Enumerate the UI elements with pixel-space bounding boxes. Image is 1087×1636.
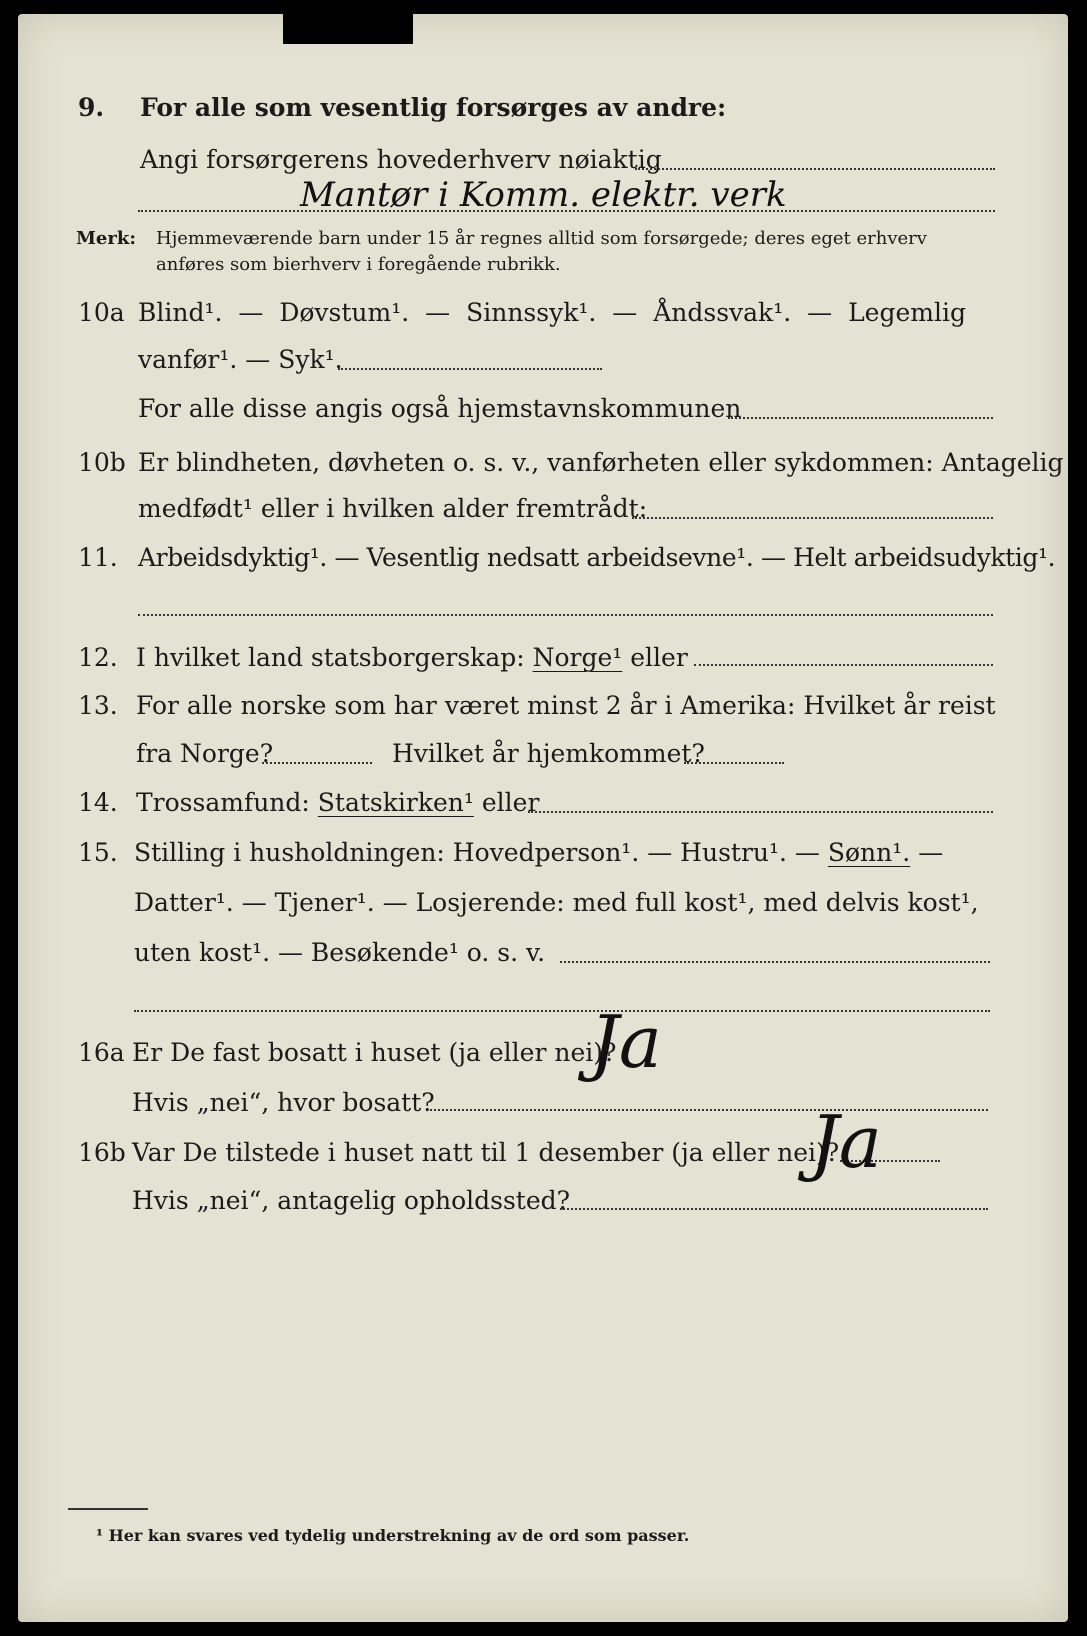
q13-line-1: For alle norske som har været minst 2 år i Amerika: Hvilket år reist — [136, 691, 996, 720]
q10b-line-2: medfødt¹ eller i hvilken alder fremtrådt: — [138, 494, 648, 523]
q15-line-1b: — — [918, 838, 944, 867]
q9-line: Angi forsørgerens hovederhverv nøiaktig — [140, 145, 662, 174]
q9-fill-line-2 — [138, 210, 995, 212]
merk-label: Merk: — [76, 228, 136, 249]
q15-line-1 — [134, 840, 943, 865]
footnote: ¹ Her kan svares ved tydelig understrekning av de ord som passer. — [96, 1526, 690, 1545]
q16a-line-2: Hvis „nei“, hvor bosatt? — [132, 1088, 435, 1117]
q16a-handwritten-answer: Ja — [590, 1000, 662, 1084]
q15-line-2: Datter¹. — Tjener¹. — Losjerende: med full kost¹, med delvis kost¹, — [134, 888, 979, 917]
q13-hjem-fill-line — [684, 762, 784, 764]
q13-number: 13. — [78, 691, 118, 720]
q16b-line-1: Var De tilstede i huset natt til 1 desember (ja eller nei)? — [132, 1138, 840, 1167]
q16a-line-1: Er De fast bosatt i huset (ja eller nei)? — [132, 1038, 617, 1067]
q12-prefix: I hvilket land statsborgerskap: — [136, 643, 525, 672]
q10a-hjemstavn-fill-line — [728, 417, 993, 419]
q13-reist-fill-line — [262, 762, 372, 764]
q16b-number: 16b — [78, 1138, 126, 1167]
q14-number: 14. — [78, 788, 118, 817]
q16b-line-2: Hvis „nei“, antagelig opholdssted? — [132, 1186, 571, 1215]
q14-suffix: eller — [481, 788, 540, 817]
q10a-syk-fill-line — [338, 368, 602, 370]
q12-suffix: eller — [630, 643, 688, 672]
q9-fill-line — [635, 168, 995, 170]
q11-fill-line — [138, 614, 993, 616]
q13-line-2b: Hvilket år hjemkommet? — [392, 739, 705, 768]
q15-fill-line — [560, 961, 990, 963]
q15-number: 15. — [78, 838, 118, 867]
q16b-handwritten-answer: Ja — [810, 1100, 882, 1184]
q15-line-3: uten kost¹. — Besøkende¹ o. s. v. — [134, 938, 546, 967]
q16a-number: 16a — [78, 1038, 125, 1067]
q14-statskirken-underlined: Statskirken¹ — [317, 788, 474, 817]
q15-line-1a: Stilling i husholdningen: Hovedperson¹. — Hustru¹. — — [134, 838, 820, 867]
binding-tab — [283, 14, 413, 44]
q10b-fill-line — [632, 517, 993, 519]
merk-line-2: anføres som bierhverv i foregående rubrikk. — [156, 254, 561, 275]
q15-fill-line-2 — [134, 1010, 990, 1012]
q12-number: 12. — [78, 643, 118, 672]
q12-fill-line — [694, 664, 993, 666]
q10a-line-2: vanfør¹. — Syk¹. — [138, 345, 343, 374]
q14-line — [136, 790, 539, 815]
q13-line-2a: fra Norge? — [136, 739, 274, 768]
q14-fill-line — [528, 811, 993, 813]
q10a-line-3: For alle disse angis også hjemstavnskommunen — [138, 394, 742, 423]
q10b-number: 10b — [78, 448, 126, 477]
q16a-fill-line — [430, 1109, 988, 1111]
merk-line-1: Hjemmeværende barn under 15 år regnes alltid som forsørgede; deres eget erhverv — [156, 228, 927, 249]
q10b-line-1: Er blindheten, døvheten o. s. v., vanførheten eller sykdommen: Antagelig — [138, 448, 1064, 477]
q10a-line-1: Blind¹. — Døvstum¹. — Sinnssyk¹. — Åndssvak¹. — Legemlig — [138, 298, 966, 327]
q12-line — [136, 645, 688, 670]
q9-handwritten-answer: Mantør i Komm. elektr. verk — [300, 175, 787, 215]
footnote-rule — [68, 1508, 148, 1510]
q11-number: 11. — [78, 543, 118, 572]
q12-norge-underlined: Norge¹ — [532, 643, 623, 672]
q9-title: For alle som vesentlig forsørges av andre: — [140, 93, 727, 122]
q11-line-1: Arbeidsdyktig¹. — Vesentlig nedsatt arbeidsevne¹. — Helt arbeidsudyktig¹. — [138, 543, 1056, 572]
q16b-fill-line — [560, 1208, 988, 1210]
q10a-number: 10a — [78, 298, 125, 327]
q9-number: 9. — [78, 93, 105, 122]
q14-prefix: Trossamfund: — [136, 788, 310, 817]
q15-sonn-underlined: Sønn¹. — [827, 838, 911, 867]
